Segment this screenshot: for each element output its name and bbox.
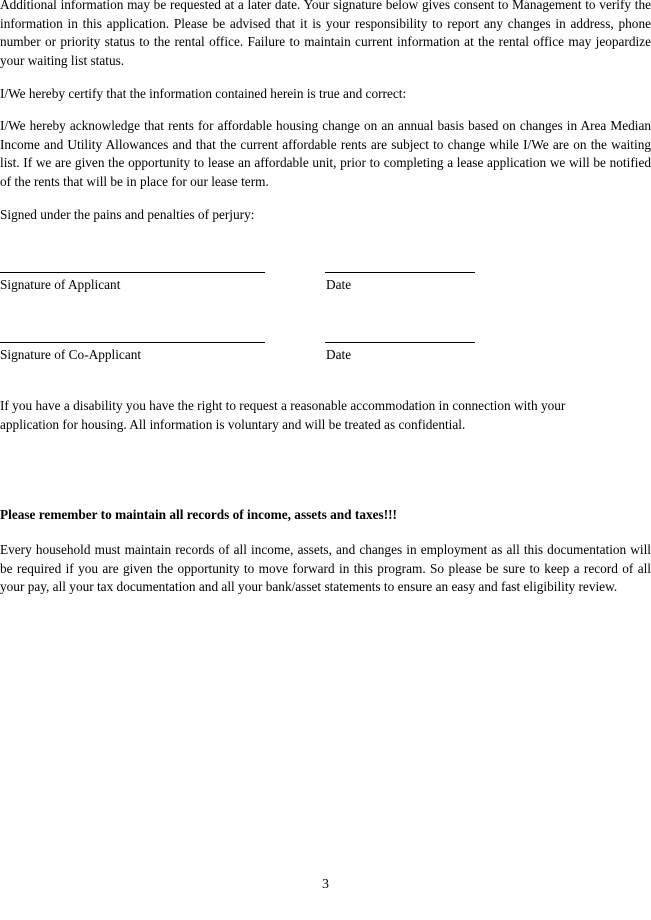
applicant-signature-label: Signature of Applicant: [0, 277, 121, 292]
perjury-statement: Signed under the pains and penalties of perjury:: [0, 207, 255, 222]
co-applicant-signature-label: Signature of Co-Applicant: [0, 347, 142, 362]
disability-paragraph: If you have a disability you have the right to request a reasonable accommodation in connection with your application for housing. All information is voluntary and will be treated as confidential.: [0, 398, 566, 432]
applicant-signature-line[interactable]: [0, 272, 265, 273]
co-applicant-date-line[interactable]: [325, 342, 475, 343]
consent-paragraph: Additional information may be requested at a later date. Your signature below gives consent to Management to verify the information in this application. Please be advised that it is your responsibility to report any changes in address, phone number or priority status to the rental office. Failure to maintain current information at the rental office may jeopardize your waiting list status.: [0, 0, 651, 69]
certify-statement: I/We hereby certify that the information contained herein is true and correct:: [0, 86, 407, 101]
applicant-date-label: Date: [326, 277, 352, 292]
acknowledge-paragraph: I/We hereby acknowledge that rents for affordable housing change on an annual basis based on changes in Area Median Income and Utility Allowances and that the current affordable rents are subject to change while I/We are on the waiting list. If we are given the opportunity to lease an affordable unit, prior to completing a lease application we will be notified of the rents that will be in place for our lease term.: [0, 118, 651, 190]
co-applicant-date-label: Date: [326, 347, 352, 362]
co-applicant-signature-line[interactable]: [0, 342, 265, 343]
records-heading: Please remember to maintain all records of income, assets and taxes!!!: [0, 507, 397, 522]
page-number: 3: [322, 877, 329, 892]
applicant-date-line[interactable]: [325, 272, 475, 273]
records-paragraph: Every household must maintain records of all income, assets, and changes in employment as all this documentation will be required if you are given the opportunity to move forward in this program. So please be sure to keep a record of all your pay, all your tax documentation and all your bank/asset statements to ensure an easy and fast eligibility review.: [0, 542, 651, 595]
